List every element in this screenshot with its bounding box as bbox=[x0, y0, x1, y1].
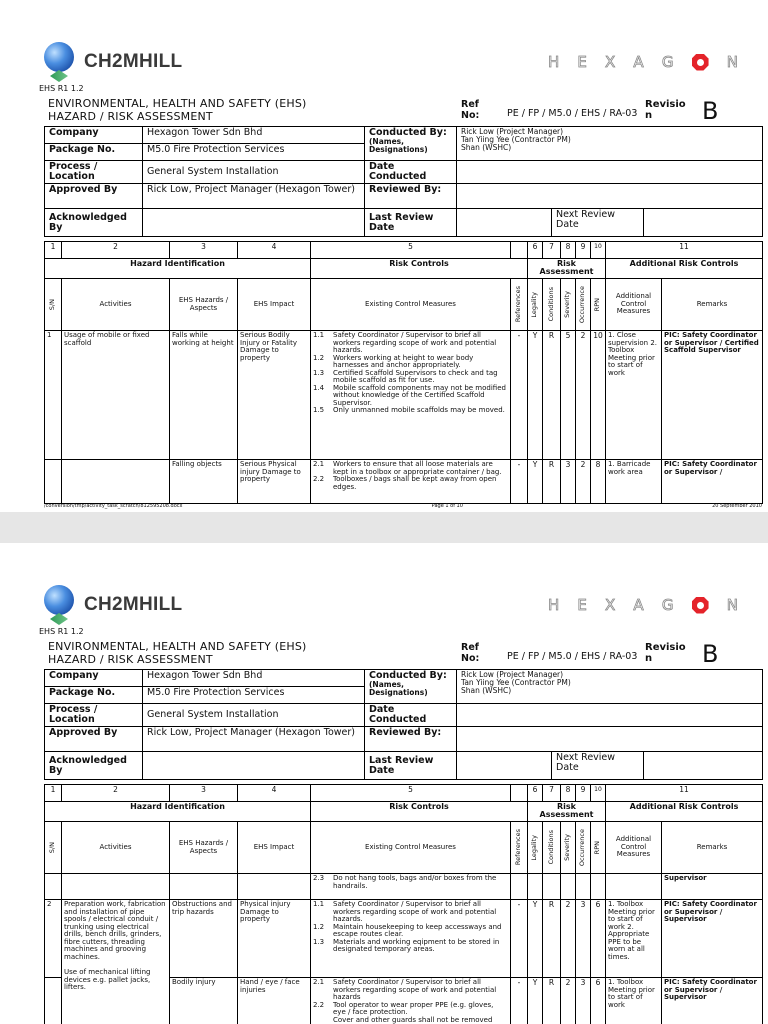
table-cell: 6 bbox=[528, 785, 543, 802]
table-cell: 10 bbox=[591, 242, 606, 259]
approved-value: Rick Low, Project Manager (Hexagon Tower) bbox=[143, 184, 365, 209]
table-cell bbox=[62, 460, 170, 504]
company-label: Company bbox=[45, 127, 143, 144]
table-cell: 3 bbox=[561, 460, 576, 504]
table-cell: Additional Risk Controls bbox=[606, 802, 763, 822]
hexagon-letter: N bbox=[726, 53, 738, 71]
table-cell: R bbox=[543, 900, 561, 978]
doc-code: EHS R1 1.2 bbox=[39, 627, 84, 636]
hexagon-letter: E bbox=[577, 53, 587, 71]
table-cell: - bbox=[511, 900, 528, 978]
hexagon-logo bbox=[548, 596, 738, 614]
table-cell: Existing Control Measures bbox=[311, 279, 511, 331]
brand-name: CH2MHILL bbox=[84, 594, 183, 615]
revision-label bbox=[645, 99, 686, 121]
text: n bbox=[645, 110, 653, 121]
text: Certified Scaffold Supervisors to check and tag mobile scaffold as fit for use. bbox=[333, 368, 498, 384]
table-cell: Bodily injury bbox=[170, 978, 238, 1024]
date-label: Date Conducted bbox=[365, 161, 457, 184]
table-cell: 1 bbox=[45, 785, 62, 802]
table-cell: PIC: Safety Coordinator or Supervisor / bbox=[662, 460, 763, 504]
text: 1.1 bbox=[313, 900, 325, 908]
table-cell: Package No. bbox=[45, 687, 143, 704]
text bbox=[313, 875, 508, 890]
table-cell bbox=[528, 279, 543, 331]
hexagon-o-icon bbox=[692, 597, 709, 614]
table-cell bbox=[143, 752, 365, 780]
table-cell: Company bbox=[45, 670, 143, 687]
ref-value: PE / FP / M5.0 / EHS / RA-03 bbox=[507, 651, 638, 662]
table-cell: EHS Impact bbox=[238, 279, 311, 331]
revision-label bbox=[645, 642, 686, 664]
brand-name: CH2MHILL bbox=[84, 51, 183, 72]
text bbox=[313, 370, 508, 385]
package-label: Package No. bbox=[45, 144, 143, 161]
table-cell bbox=[606, 874, 662, 900]
table-cell: 8 bbox=[561, 242, 576, 259]
text: (Names, Designations) bbox=[369, 680, 428, 697]
table-cell: R bbox=[543, 460, 561, 504]
table-cell: Physical injury Damage to property bbox=[238, 900, 311, 978]
page-gap bbox=[0, 512, 768, 543]
table-cell bbox=[311, 874, 511, 900]
text: Occurrence bbox=[578, 285, 587, 324]
table-cell: 1. Toolbox Meeting prior to start of work bbox=[606, 978, 662, 1024]
page-title bbox=[48, 640, 307, 666]
diamond-icon bbox=[50, 70, 68, 82]
text: Do not hang tools, bags and/or boxes from the handrails. bbox=[333, 874, 497, 890]
text: Tan Yiing Yee (Contractor PM) bbox=[461, 135, 571, 144]
next-review-value bbox=[644, 209, 763, 237]
text bbox=[313, 875, 508, 890]
doc-code: EHS R1 1.2 bbox=[39, 84, 84, 93]
text: Page 1 of 10 bbox=[431, 503, 463, 509]
hexagon-letter: X bbox=[605, 53, 616, 71]
table-cell: Y bbox=[528, 460, 543, 504]
text: 1.4 bbox=[313, 383, 325, 392]
table-cell: 10 bbox=[591, 331, 606, 460]
table-cell: 1. Toolbox Meeting prior to start of work 2. Appropriate PPE to be worn at all times. bbox=[606, 900, 662, 978]
text: /conversion/tmp/activity_task_scratch/812595208.docx bbox=[44, 503, 183, 509]
text: (Names, Designations) bbox=[369, 137, 428, 154]
document-page-2 bbox=[0, 543, 768, 1024]
last-review-label: Last Review Date bbox=[365, 209, 457, 237]
text bbox=[313, 901, 508, 924]
text: Tan Yiing Yee (Contractor PM) bbox=[461, 678, 571, 687]
table-cell bbox=[543, 874, 561, 900]
table-cell: 5 bbox=[311, 785, 511, 802]
text: Conducted By: bbox=[369, 670, 447, 681]
text: Safety Coordinator / Supervisor to brief all workers regarding scope of work and potential hazards. bbox=[333, 331, 497, 354]
table-cell bbox=[576, 279, 591, 331]
table-cell bbox=[457, 704, 763, 727]
table-cell bbox=[457, 670, 763, 704]
table-cell: Y bbox=[528, 978, 543, 1024]
text bbox=[313, 1017, 508, 1024]
text bbox=[313, 461, 508, 476]
text: No: bbox=[461, 653, 480, 664]
text: Use of mechanical lifting devices e.g. pallet jacks, lifters. bbox=[64, 968, 151, 991]
table-cell bbox=[311, 460, 511, 504]
text: Severity bbox=[563, 834, 572, 861]
table-cell bbox=[45, 978, 62, 1024]
table-row bbox=[45, 460, 763, 504]
text: HAZARD / RISK ASSESSMENT bbox=[48, 110, 213, 123]
table-cell bbox=[511, 785, 528, 802]
table-cell: Date Conducted bbox=[365, 704, 457, 727]
table-cell: - bbox=[511, 331, 528, 460]
table-cell bbox=[45, 822, 62, 874]
table-cell bbox=[170, 874, 238, 900]
text bbox=[313, 476, 508, 491]
ack-value bbox=[143, 209, 365, 237]
text: N bbox=[726, 596, 738, 614]
date-value bbox=[457, 161, 763, 184]
text bbox=[313, 332, 508, 355]
table-cell: 4 bbox=[238, 242, 311, 259]
table-cell: 6 bbox=[528, 242, 543, 259]
text: RPN bbox=[593, 840, 602, 855]
table-cell: Approved By bbox=[45, 727, 143, 752]
table-cell: Falling objects bbox=[170, 460, 238, 504]
text: Legality bbox=[530, 834, 539, 861]
conducted-label bbox=[365, 127, 457, 161]
reviewed-label: Reviewed By: bbox=[365, 184, 457, 209]
table-cell: 6 bbox=[591, 900, 606, 978]
table-cell: 11 bbox=[606, 785, 763, 802]
table-cell bbox=[576, 874, 591, 900]
diamond-icon bbox=[50, 613, 68, 625]
table-cell bbox=[45, 460, 62, 504]
table-cell: PIC: Safety Coordinator or Supervisor / Supervisor bbox=[662, 978, 763, 1024]
table-cell: Risk Assessment bbox=[528, 802, 606, 822]
info-table bbox=[44, 669, 763, 780]
table-cell: EHS Hazards / Aspects bbox=[170, 279, 238, 331]
table-cell: PIC: Safety Coordinator or Supervisor / Certified Scaffold Supervisor bbox=[662, 331, 763, 460]
text: 1.3 bbox=[313, 368, 325, 377]
table-cell: Y bbox=[528, 900, 543, 978]
table-cell: 11 bbox=[606, 242, 763, 259]
revision-value: B bbox=[702, 97, 719, 125]
package-value: M5.0 Fire Protection Services bbox=[143, 144, 365, 161]
table-cell: 8 bbox=[561, 785, 576, 802]
risk-assessment-header: Risk Assessment bbox=[528, 259, 606, 279]
table-cell: 3 bbox=[576, 978, 591, 1024]
text: X bbox=[605, 596, 616, 614]
table-cell bbox=[591, 279, 606, 331]
text: H bbox=[548, 596, 560, 614]
text: Materials and working eqipment to be stored in designated temporary areas. bbox=[333, 937, 500, 953]
table-cell bbox=[511, 874, 528, 900]
table-cell bbox=[511, 822, 528, 874]
ack-label: Acknowledged By bbox=[45, 209, 143, 237]
text: Safety Coordinator / Supervisor to brief all workers regarding scope of work and potential hazards. bbox=[333, 900, 497, 923]
text: ENVIRONMENTAL, HEALTH AND SAFETY (EHS) bbox=[48, 97, 307, 110]
text: Shan (WSHC) bbox=[461, 686, 512, 695]
table-cell: Additional Control Measures bbox=[606, 822, 662, 874]
text: E bbox=[577, 596, 587, 614]
text: 2.1 bbox=[313, 978, 325, 986]
last-review-value bbox=[457, 209, 552, 237]
conducted-value bbox=[457, 127, 763, 161]
text: Ref bbox=[461, 642, 479, 653]
table-cell bbox=[644, 752, 763, 780]
table-cell: - bbox=[511, 978, 528, 1024]
table-row bbox=[45, 331, 763, 460]
text bbox=[313, 385, 508, 408]
text bbox=[313, 1017, 333, 1024]
info-table bbox=[44, 126, 763, 237]
hexagon-o-icon bbox=[692, 54, 709, 71]
table-cell: PIC: Safety Coordinator or Supervisor / Supervisor bbox=[662, 900, 763, 978]
globe-icon bbox=[44, 585, 74, 615]
text: S/N bbox=[48, 298, 57, 311]
text: A bbox=[633, 596, 644, 614]
revision-value: B bbox=[702, 640, 719, 668]
text: No: bbox=[461, 110, 480, 121]
table-cell: 6 bbox=[591, 978, 606, 1024]
table-cell: - bbox=[511, 460, 528, 504]
table-cell: 7 bbox=[543, 242, 561, 259]
hexagon-logo bbox=[548, 53, 738, 71]
text: Tool operator to wear proper PPE (e.g. gloves, eye / face protection. bbox=[333, 1000, 494, 1016]
text: 1.2 bbox=[313, 353, 325, 362]
table-cell bbox=[591, 822, 606, 874]
table-cell bbox=[457, 752, 552, 780]
text: Severity bbox=[563, 291, 572, 318]
table-cell: 2 bbox=[561, 900, 576, 978]
text: 2.2 bbox=[313, 1000, 325, 1009]
table-cell bbox=[543, 279, 561, 331]
text bbox=[313, 332, 508, 415]
table-cell: Y bbox=[528, 331, 543, 460]
table-cell: 3 bbox=[170, 785, 238, 802]
table-cell: 2 bbox=[561, 978, 576, 1024]
text: 2.3 bbox=[313, 874, 325, 882]
text bbox=[313, 979, 508, 1002]
table-row bbox=[45, 900, 763, 978]
text: ENVIRONMENTAL, HEALTH AND SAFETY (EHS) bbox=[48, 640, 307, 653]
ch2mhill-logo bbox=[44, 42, 204, 86]
table-row bbox=[45, 874, 763, 900]
table-cell bbox=[45, 874, 62, 900]
table-cell: Last Review Date bbox=[365, 752, 457, 780]
table-cell: 2 bbox=[62, 785, 170, 802]
table-cell: 8 bbox=[591, 460, 606, 504]
table-cell bbox=[591, 874, 606, 900]
table-cell: 10 bbox=[591, 785, 606, 802]
table-cell: Activities bbox=[62, 822, 170, 874]
additional-risk-header: Additional Risk Controls bbox=[606, 259, 763, 279]
page-title bbox=[48, 97, 307, 123]
text: Workers to ensure that all loose materials are kept in a toolbox or appropriate container / bag. bbox=[333, 460, 502, 476]
table-cell bbox=[561, 279, 576, 331]
table-cell: Risk Controls bbox=[311, 802, 528, 822]
table-cell bbox=[457, 727, 763, 752]
risk-table bbox=[44, 784, 763, 1024]
table-cell: Rick Low, Project Manager (Hexagon Tower) bbox=[143, 727, 365, 752]
text: Legality bbox=[530, 291, 539, 318]
table-cell: Supervisor bbox=[662, 874, 763, 900]
table-cell: 5 bbox=[311, 242, 511, 259]
text: Revisio bbox=[645, 99, 686, 110]
table-cell: Usage of mobile or fixed scaffold bbox=[62, 331, 170, 460]
ref-value: PE / FP / M5.0 / EHS / RA-03 bbox=[507, 108, 638, 119]
process-label: Process / Location bbox=[45, 161, 143, 184]
text: Rick Low (Project Manager) bbox=[461, 670, 564, 679]
reviewed-value bbox=[457, 184, 763, 209]
risk-table bbox=[44, 241, 763, 504]
text: 1.2 bbox=[313, 922, 325, 931]
table-cell: Remarks bbox=[662, 279, 763, 331]
table-cell: 9 bbox=[576, 785, 591, 802]
table-cell bbox=[365, 670, 457, 704]
table-cell: 2 bbox=[576, 331, 591, 460]
table-cell: General System Installation bbox=[143, 704, 365, 727]
text: 2.2 bbox=[313, 475, 325, 483]
process-value: General System Installation bbox=[143, 161, 365, 184]
table-cell bbox=[62, 900, 170, 1024]
table-cell: 2 bbox=[62, 242, 170, 259]
text: Safety Coordinator / Supervisor to brief all workers regarding scope of work and potential hazards bbox=[333, 978, 497, 1001]
text: 2.1 bbox=[313, 460, 325, 468]
text bbox=[313, 461, 508, 491]
table-cell bbox=[511, 279, 528, 331]
hexagon-letter: H bbox=[548, 53, 560, 71]
text: Occurrence bbox=[578, 828, 587, 867]
table-cell: Serious Bodily Injury or Fatality Damage to property bbox=[238, 331, 311, 460]
table-cell: Activities bbox=[62, 279, 170, 331]
text bbox=[313, 355, 508, 370]
text: Conditions bbox=[546, 830, 555, 865]
text: Maintain housekeeping to keep accessways and escape routes clear. bbox=[333, 922, 502, 938]
table-cell: 5 bbox=[561, 331, 576, 460]
table-cell: Acknowledged By bbox=[45, 752, 143, 780]
table-cell: Next Review Date bbox=[552, 752, 644, 780]
text bbox=[313, 901, 508, 954]
table-cell: M5.0 Fire Protection Services bbox=[143, 687, 365, 704]
text: 20 September 2010 bbox=[712, 503, 762, 509]
text: Preparation work, fabrication and installation of pipe spools / electrical conduit / trunking using electrical drills, bench drills, grinders, fibre cutters, threading machines and grooving machines. bbox=[64, 900, 166, 961]
text: References bbox=[514, 286, 523, 323]
table-cell: R bbox=[543, 978, 561, 1024]
table-cell: 1. Close supervision 2. Toolbox Meeting prior to start of work bbox=[606, 331, 662, 460]
next-review-label: Next Review Date bbox=[552, 209, 644, 237]
company-value: Hexagon Tower Sdn Bhd bbox=[143, 127, 365, 144]
table-cell bbox=[561, 822, 576, 874]
table-cell bbox=[311, 331, 511, 460]
hexagon-letter: A bbox=[633, 53, 644, 71]
text bbox=[313, 979, 508, 1024]
text: Only unmanned mobile scaffolds may be moved. bbox=[333, 406, 505, 414]
text: 1.5 bbox=[313, 406, 325, 414]
text: G bbox=[661, 596, 674, 614]
table-cell bbox=[311, 978, 511, 1024]
text: 1.1 bbox=[313, 331, 325, 339]
text: Mobile scaffold components may not be modified without knowledge of the Certified Scaffold Supervisor. bbox=[333, 383, 506, 407]
table-cell: Obstructions and trip hazards bbox=[170, 900, 238, 978]
table-cell bbox=[311, 900, 511, 978]
table-cell: 3 bbox=[170, 242, 238, 259]
ref-label bbox=[461, 642, 479, 664]
table-cell: 1 bbox=[45, 331, 62, 460]
table-cell: R bbox=[543, 331, 561, 460]
text: S/N bbox=[48, 841, 57, 854]
table-cell bbox=[45, 279, 62, 331]
text: HAZARD / RISK ASSESSMENT bbox=[48, 653, 213, 666]
table-cell: Remarks bbox=[662, 822, 763, 874]
table-cell bbox=[561, 874, 576, 900]
table-cell: 1 bbox=[45, 242, 62, 259]
text: n bbox=[645, 653, 653, 664]
table-cell: Hand / eye / face injuries bbox=[238, 978, 311, 1024]
table-cell bbox=[528, 874, 543, 900]
table-cell bbox=[528, 822, 543, 874]
table-cell bbox=[543, 822, 561, 874]
text: Revisio bbox=[645, 642, 686, 653]
table-cell bbox=[62, 874, 170, 900]
text: Conditions bbox=[546, 287, 555, 322]
table-cell: EHS Hazards / Aspects bbox=[170, 822, 238, 874]
hazard-id-header: Hazard Identification bbox=[45, 259, 311, 279]
table-cell: 7 bbox=[543, 785, 561, 802]
ref-label bbox=[461, 99, 479, 121]
text bbox=[313, 939, 508, 954]
text: Workers working at height to wear body harnesses and anchor appropriately. bbox=[333, 353, 474, 369]
table-cell: 1. Barricade work area bbox=[606, 460, 662, 504]
table-cell: 3 bbox=[576, 900, 591, 978]
ch2mhill-logo bbox=[44, 585, 204, 629]
text: Toolboxes / bags shall be kept away from open edges. bbox=[333, 475, 497, 491]
table-cell: 2 bbox=[45, 900, 62, 978]
table-cell bbox=[511, 242, 528, 259]
table-cell: 9 bbox=[576, 242, 591, 259]
table-cell: Reviewed By: bbox=[365, 727, 457, 752]
text: Cover and other guards shall not be removed bbox=[333, 1015, 493, 1024]
page-footer bbox=[44, 503, 762, 509]
text: RPN bbox=[593, 297, 602, 312]
text bbox=[313, 924, 508, 939]
hexagon-letter: G bbox=[661, 53, 674, 71]
table-cell: Hexagon Tower Sdn Bhd bbox=[143, 670, 365, 687]
text bbox=[313, 1002, 508, 1017]
table-cell bbox=[576, 822, 591, 874]
table-cell: Process / Location bbox=[45, 704, 143, 727]
table-cell bbox=[238, 874, 311, 900]
table-cell: Falls while working at height bbox=[170, 331, 238, 460]
text bbox=[313, 407, 508, 415]
text: 1.3 bbox=[313, 937, 325, 946]
table-cell: Additional Control Measures bbox=[606, 279, 662, 331]
text: References bbox=[514, 829, 523, 866]
table-cell: 2 bbox=[576, 460, 591, 504]
risk-controls-header: Risk Controls bbox=[311, 259, 528, 279]
text: Ref bbox=[461, 99, 479, 110]
text: Shan (WSHC) bbox=[461, 143, 512, 152]
globe-icon bbox=[44, 42, 74, 72]
table-cell: EHS Impact bbox=[238, 822, 311, 874]
table-cell: Serious Physical injury Damage to property bbox=[238, 460, 311, 504]
approved-label: Approved By bbox=[45, 184, 143, 209]
text: Conducted By: bbox=[369, 127, 447, 138]
table-cell: 4 bbox=[238, 785, 311, 802]
table-cell: Existing Control Measures bbox=[311, 822, 511, 874]
table-cell: Hazard Identification bbox=[45, 802, 311, 822]
text: Rick Low (Project Manager) bbox=[461, 127, 564, 136]
